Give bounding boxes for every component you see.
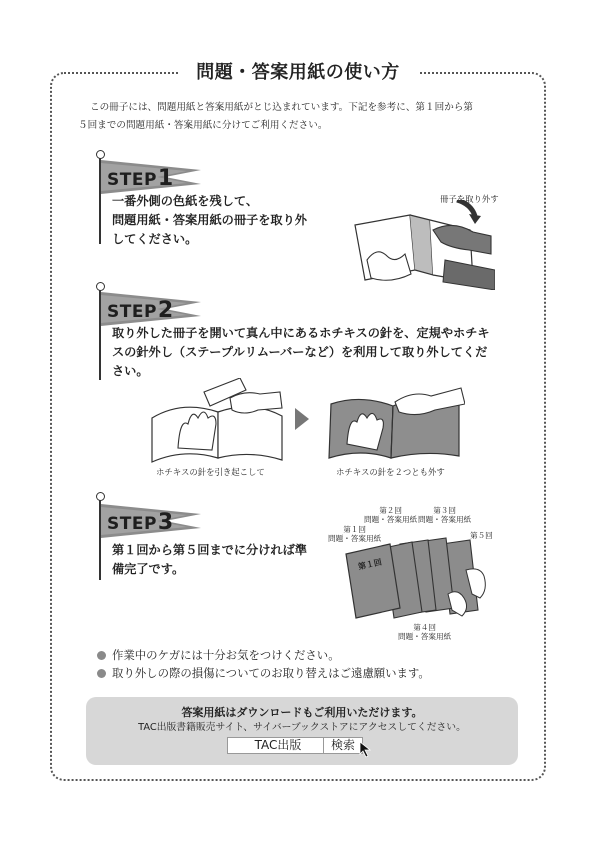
step-3-text: [112, 541, 307, 579]
note-2: [97, 665, 430, 682]
cover-label: 第１回: [357, 557, 383, 572]
search-field[interactable]: TAC出版: [227, 737, 329, 754]
step-2-line-1: 取り外した冊子を開いて真ん中にあるホチキスの針を、定規やホチキ: [112, 326, 490, 340]
booklet-3-type: 問題・答案用紙: [418, 515, 472, 524]
search-button[interactable]: 検索: [323, 737, 363, 754]
cursor-arrow-icon: [359, 741, 375, 759]
booklet-2-type: 問題・答案用紙: [364, 515, 418, 524]
intro-text: [78, 99, 538, 135]
booklet-4-type: 問題・答案用紙: [398, 632, 452, 641]
step-number: 1: [157, 166, 174, 191]
note-1-text: 作業中のケガには十分お気をつけください。: [112, 648, 340, 662]
step-3-line-1: 第１回から第５回までに分ければ準: [112, 543, 307, 557]
arrow-right-icon: [295, 408, 309, 430]
title-wrap: [178, 58, 418, 88]
step-number: 2: [157, 298, 174, 323]
intro-line-1: この冊子には、問題用紙と答案用紙がとじ込まれています。下記を参考に、第１回から第: [90, 102, 473, 113]
step-1-caption: 冊子を取り外す: [440, 194, 499, 204]
booklet-3-label: [418, 506, 471, 524]
booklet-2-label: [364, 506, 417, 524]
step-2-flag: [101, 292, 209, 326]
step-1-line-2: 問題用紙・答案用紙の冊子を取り外: [112, 213, 307, 227]
step-word: STEP: [107, 170, 157, 190]
step-word: STEP: [107, 514, 157, 534]
step-3-label: [107, 510, 174, 535]
step-word: STEP: [107, 302, 157, 322]
page-title: 問題・答案用紙の使い方: [196, 62, 400, 83]
step-1-line-1: 一番外側の色紙を残して、: [112, 194, 259, 208]
note-2-text: 取り外しの際の損傷についてのお取り替えはご遠慮願います。: [112, 666, 430, 680]
intro-line-2: ５回までの問題用紙・答案用紙に分けてご利用ください。: [78, 120, 328, 131]
step-1-line-3: してください。: [112, 232, 198, 246]
download-description: TAC出版書籍販売サイト、サイバーブックストアにアクセスしてください。: [138, 722, 466, 733]
booklet-1-type: 問題・答案用紙: [328, 534, 382, 543]
step-2-caption-right: ホチキスの針を２つとも外す: [336, 467, 445, 477]
step-3-line-2: 備完了です。: [112, 562, 185, 576]
booklet-5-label: 第５回: [470, 531, 493, 540]
step-1-text: [112, 192, 307, 249]
booklet-4-label: [398, 623, 451, 641]
step-2-line-3: さい。: [112, 364, 149, 378]
step-1-flag: [101, 160, 209, 194]
download-title: 答案用紙はダウンロードもご利用いただけます。: [181, 706, 423, 719]
step-2-caption-left: ホチキスの針を引き起こして: [156, 467, 265, 477]
step-2-text: [112, 324, 490, 381]
step-number: 3: [157, 510, 174, 535]
step-1-label: [107, 166, 174, 191]
booklet-1-label: [328, 525, 381, 543]
step-2-line-2: スの針外し（ステープルリムーバーなど）を利用して取り外してくだ: [112, 345, 488, 359]
booklet-1-number: 第１回: [343, 525, 366, 534]
step-3-flag: [101, 504, 209, 538]
step-2-label: [107, 298, 174, 323]
booklet-removal-illustration: [345, 200, 495, 290]
separated-booklets-illustration: [338, 530, 498, 622]
download-box: [86, 697, 518, 765]
bullet-icon: [97, 651, 106, 660]
note-1: [97, 647, 340, 664]
staple-lift-illustration: [148, 378, 286, 464]
bullet-icon: [97, 669, 106, 678]
booklet-3-number: 第３回: [433, 506, 456, 515]
booklet-4-number: 第４回: [413, 623, 436, 632]
staple-removed-illustration: [325, 374, 465, 464]
booklet-2-number: 第２回: [379, 506, 402, 515]
